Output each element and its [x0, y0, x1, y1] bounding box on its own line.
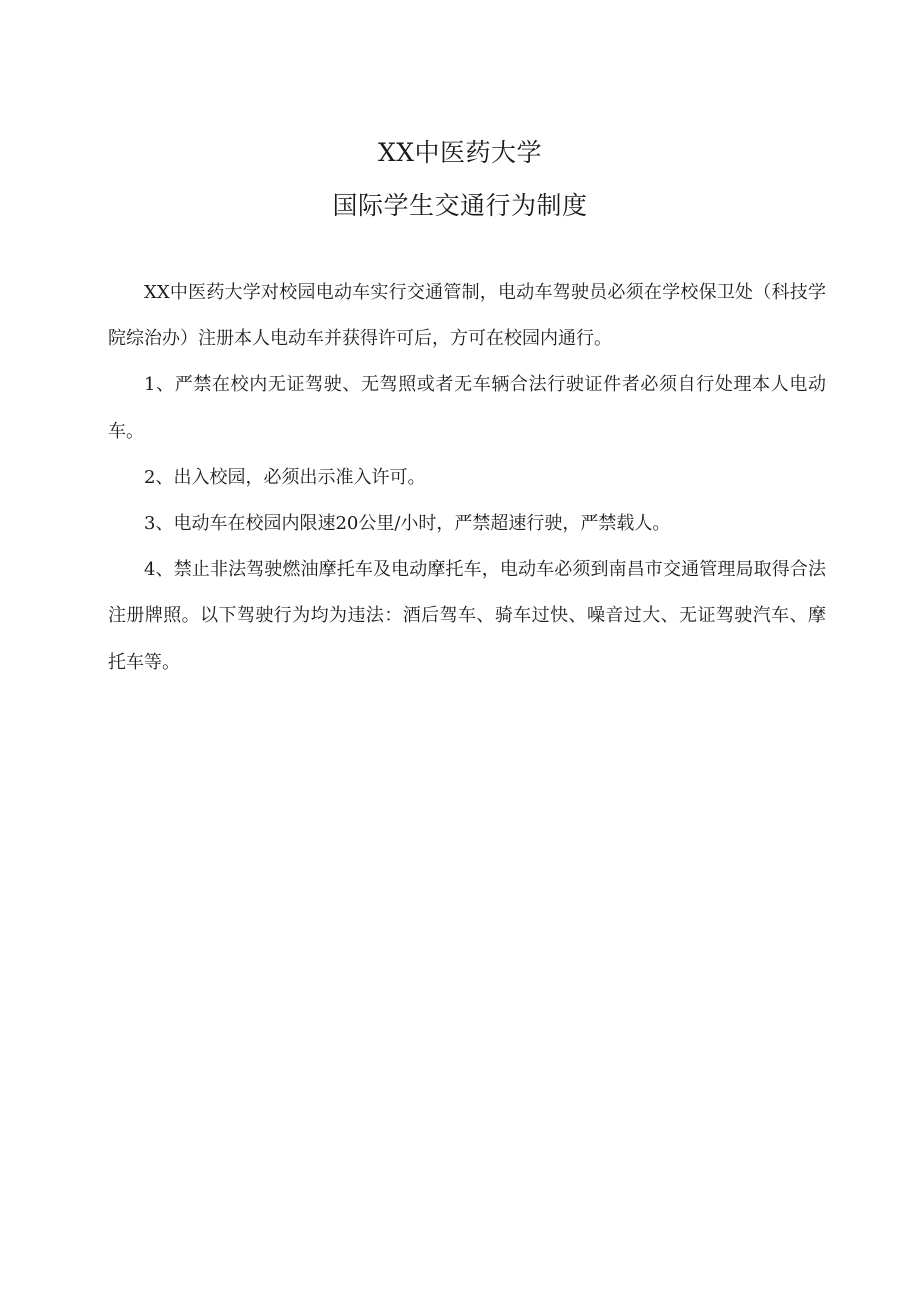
document-title — [0, 128, 920, 231]
paragraph-rule-3: 3、电动车在校园内限速20公里/小时，严禁超速行驶，严禁载人。 — [144, 513, 671, 535]
paragraph-rule-2: 2、出入校园，必须出示准入许可。 — [144, 466, 426, 488]
document-body — [108, 270, 826, 686]
paragraph-rule-4: 4、禁止非法驾驶燃油摩托车及电动摩托车，电动车必须到南昌市交通管理局取得合法注册牌照。以下驾驶行为均为违法：酒后驾车、骑车过快、噪音过大、无证驾驶汽车、摩托车等。 — [108, 559, 826, 673]
paragraph-rule-1: 1、严禁在校内无证驾驶、无驾照或者无车辆合法行驶证件者必须自行处理本人电动车。 — [108, 374, 826, 442]
paragraph-intro: XX中医药大学对校园电动车实行交通管制，电动车驾驶员必须在学校保卫处（科技学院综治办）注册本人电动车并获得许可后，方可在校园内通行。 — [108, 282, 826, 350]
title-regulation: 国际学生交通行为制度 — [332, 191, 588, 220]
title-university: XX中医药大学 — [377, 138, 543, 167]
